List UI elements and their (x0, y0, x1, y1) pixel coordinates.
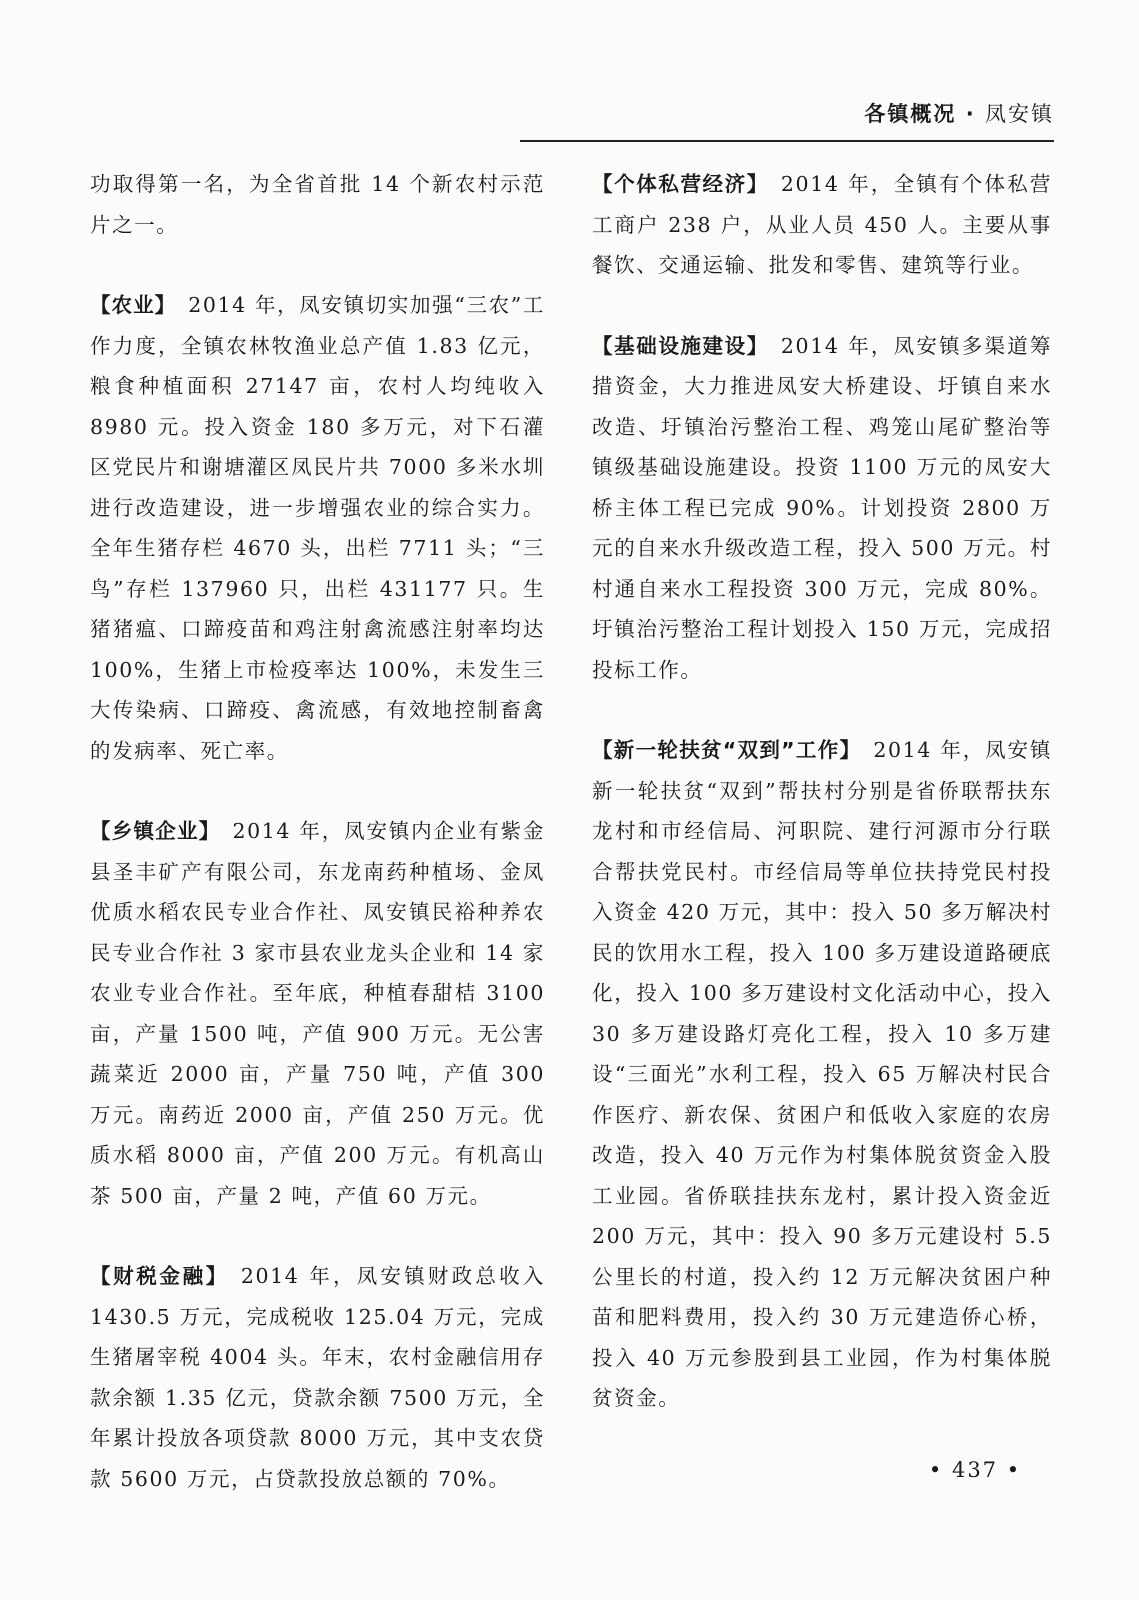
section-body: 2014 年，凤安镇多渠道筹措资金，大力推进凤安大桥建设、圩镇自来水改造、圩镇治污整治工程、鸡笼山尾矿整治等镇级基础设施建设。投资 1100 万元的凤安大桥主体工程已完成 90%。计划投资 2800 万元的自来水升级改造工程，投入 500 万元。村村通自来水工程投资 300 万元，完成 80%。圩镇治污整治工程计划投入 150 万元，完成招投标工作。 (592, 333, 1053, 682)
running-header (600, 98, 1054, 128)
section-body: 2014 年，全镇有个体私营工商户 238 户，从业人员 450 人。主要从事餐饮、交通运输、批发和零售、建筑等行业。 (592, 172, 1053, 277)
section-heading: 【基础设施建设】 (592, 333, 769, 358)
continuation-paragraph: 功取得第一名，为全省首批 14 个新农村示范片之一。 (90, 172, 545, 237)
section-heading: 【个体私营经济】 (592, 172, 769, 196)
section-heading: 【乡镇企业】 (90, 819, 221, 843)
header-rule (520, 140, 1054, 142)
section-agriculture (90, 285, 545, 771)
section-body: 2014 年，凤安镇内企业有紫金县圣丰矿产有限公司，东龙南药种植场、金凤优质水稻农民专业合作社、凤安镇民裕种养农民专业合作社 3 家市县农业龙头企业和 14 家农业专业合作社。至年底，种植春甜桔 3100 亩，产量 1500 吨，产值 900 万元。无公害蔬菜近 2000 亩，产量 750 吨，产值 300 万元。南药近 2000 亩，产值 250 万元。优质水稻 8000 亩，产值 200 万元。有机高山茶 500 亩，产量 2 吨，产值 60 万元。 (90, 819, 545, 1208)
section-township-enterprise (90, 811, 545, 1216)
page-number: • 437 • (928, 1458, 1022, 1482)
section-poverty-alleviation (592, 730, 1052, 1419)
section-heading: 【新一轮扶贫“双到”工作】 (592, 738, 862, 762)
section-finance-tax (90, 1256, 545, 1499)
header-separator: · (965, 102, 976, 126)
section-private-economy (592, 164, 1052, 286)
header-section-title: 各镇概况 (864, 102, 957, 126)
section-body: 2014 年，凤安镇新一轮扶贫“双到”帮扶村分别是省侨联帮扶东龙村和市经信局、河职院、建行河源市分行联合帮扶党民村。市经信局等单位扶持党民村投入资金 420 万元，其中：投入 50 多万解决村民的饮用水工程，投入 100 多万建设道路硬底化，投入 100 多万建设村文化活动中心，投入 30 多万建设路灯亮化工程，投入 10 多万建设“三面光”水利工程，投入 65 万解决村民合作医疗、新农保、贫困户和低收入家庭的农房改造，投入 40 万元作为村集体脱贫资金入股工业园。省侨联挂扶东龙村，累计投入资金近 200 万元，其中：投入 90 多万元建设村 5.5 公里长的村道，投入约 12 万元解决贫困户种苗和肥料费用，投入约 30 万元建造侨心桥，投入 40 万元参股到县工业园，作为村集体脱贫资金。 (592, 738, 1053, 1410)
section-body: 2014 年，凤安镇财政总收入 1430.5 万元，完成税收 125.04 万元，完成生猪屠宰税 4004 头。年末，农村金融信用存款余额 1.35 亿元，贷款余额 7500 万元，全年累计投放各项贷款 8000 万元，其中支农贷款 5600 万元，占贷款投放总额的 70%。 (90, 1264, 546, 1491)
section-infrastructure (592, 326, 1052, 691)
left-column (90, 164, 545, 1499)
section-body: 2014 年，凤安镇切实加强“三农”工作力度，全镇农林牧渔业总产值 1.83 亿元，粮食种植面积 27147 亩，农村人均纯收入 8980 元。投入资金 180 多万元，对下石灌区党民片和谢塘灌区凤民片共 7000 多米水圳进行改造建设，进一步增强农业的综合实力。全年生猪存栏 4670 头，出栏 7711 头；“三鸟”存栏 137960 只，出栏 431177 只。生猪猪瘟、口蹄疫苗和鸡注射禽流感注射率均达 100%，生猪上市检疫率达 100%，未发生三大传染病、口蹄疫、禽流感，有效地控制畜禽的发病率、死亡率。 (90, 293, 546, 763)
right-column (592, 164, 1052, 1419)
section-heading: 【财税金融】 (90, 1264, 229, 1288)
header-town-name: 凤安镇 (985, 102, 1054, 126)
section-heading: 【农业】 (90, 293, 177, 317)
